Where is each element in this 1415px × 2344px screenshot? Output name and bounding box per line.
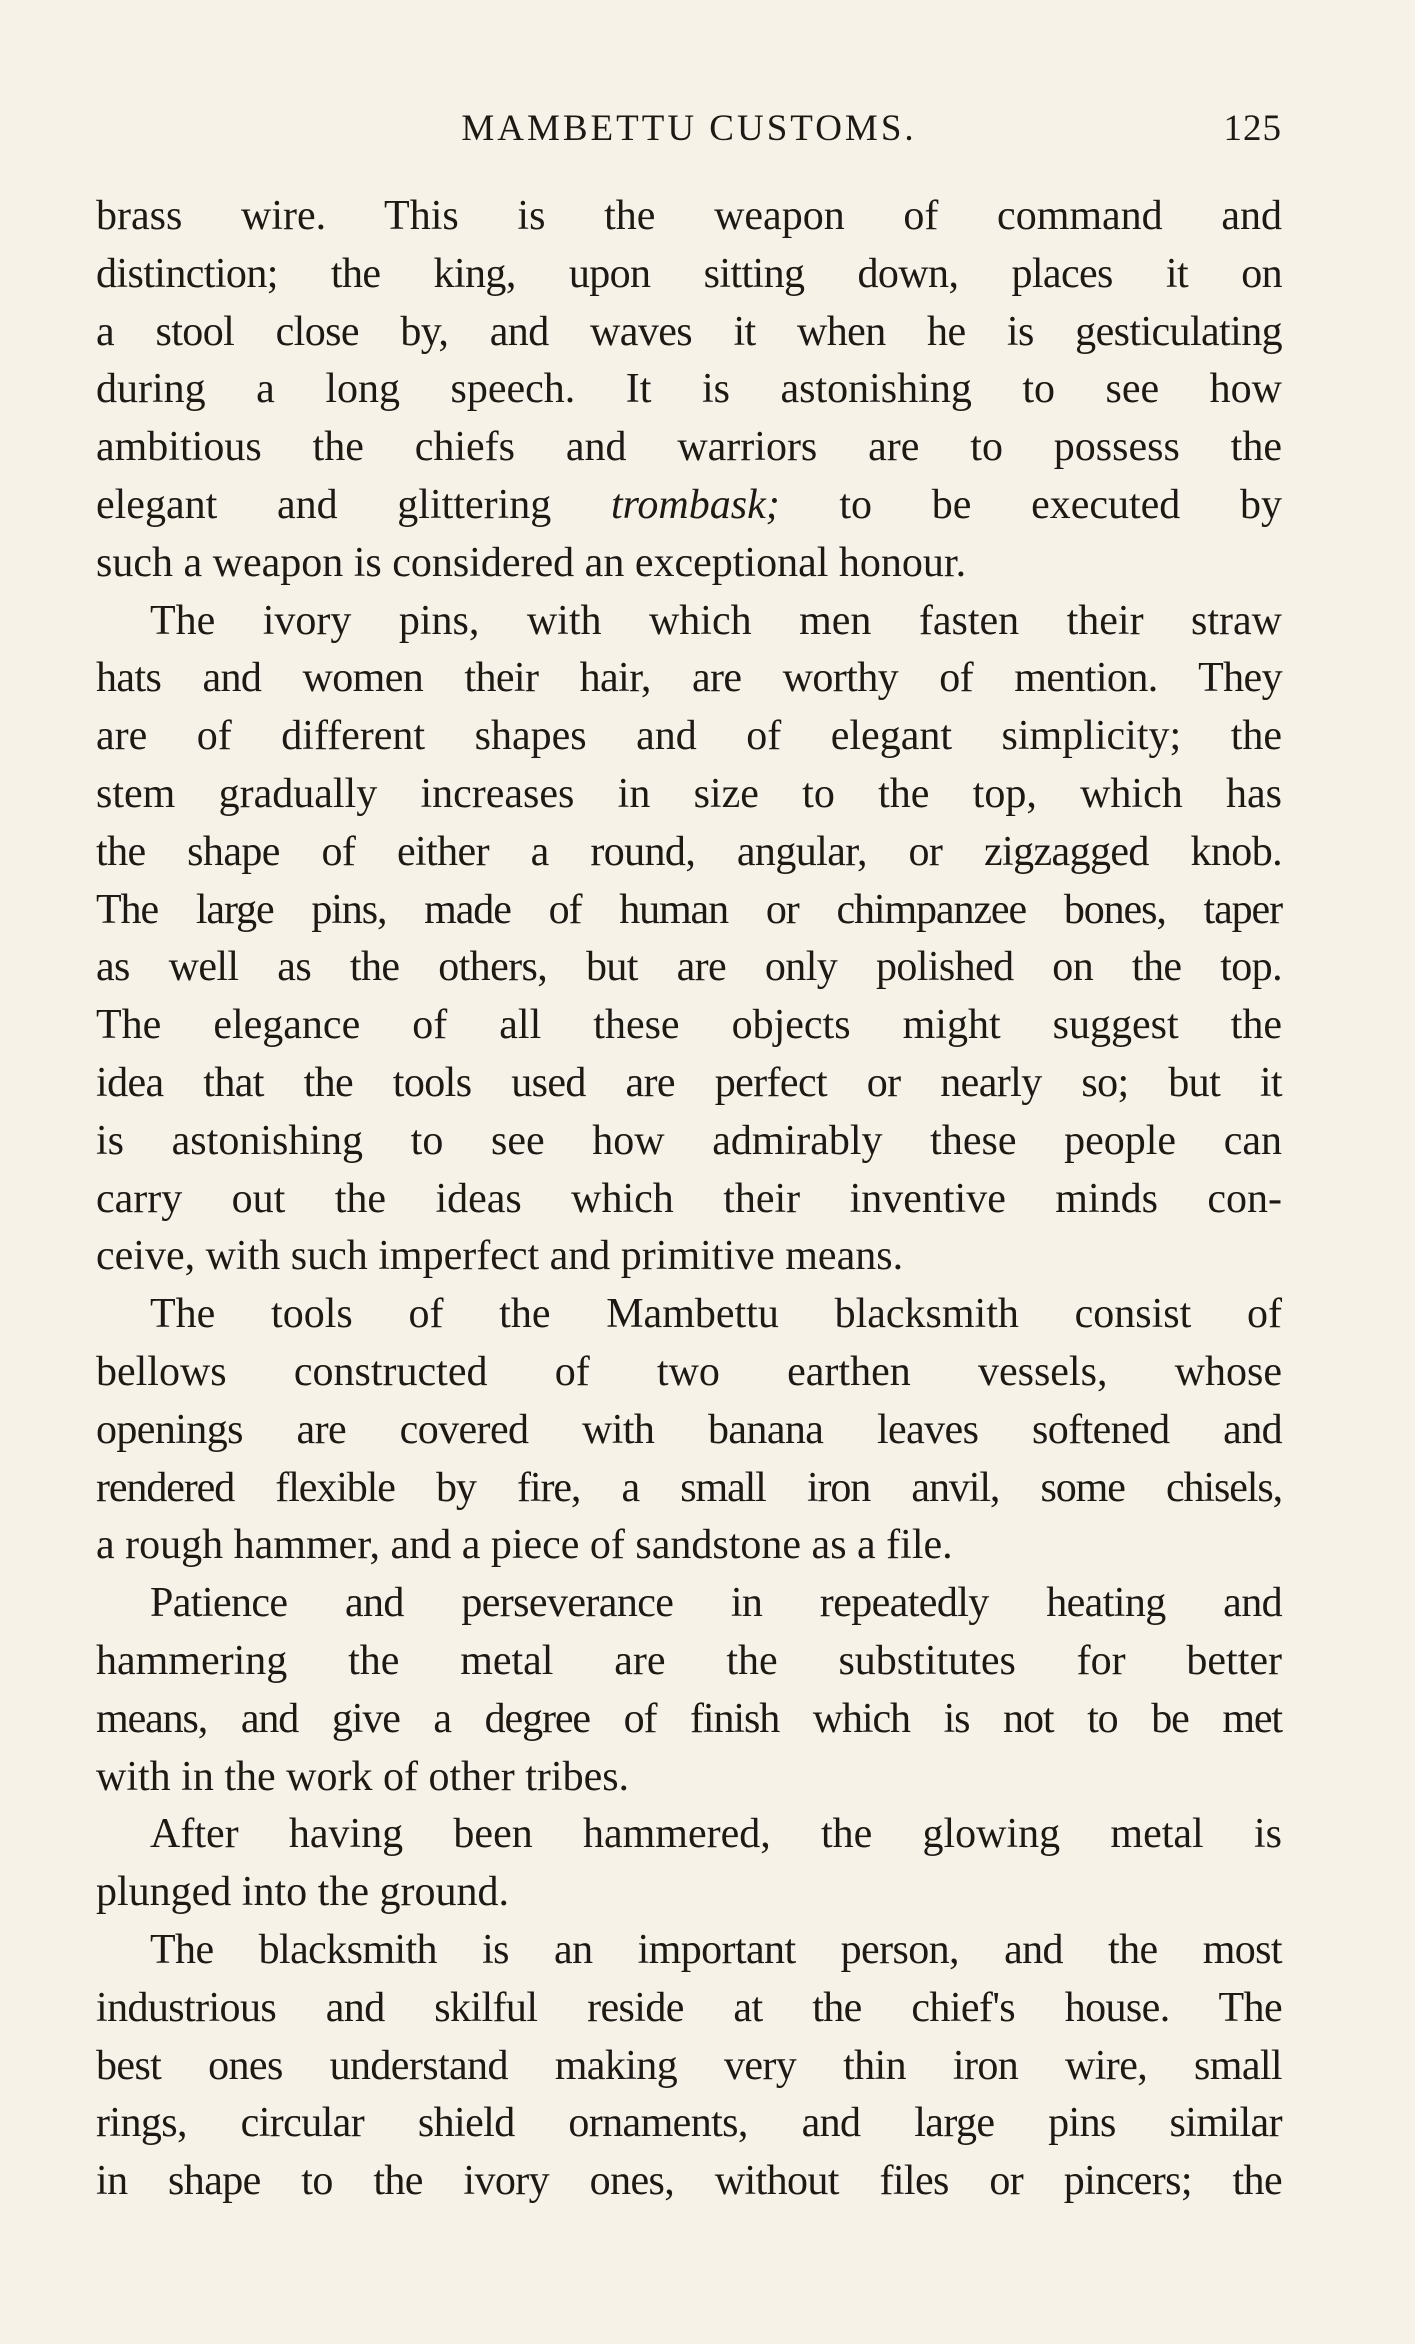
text-line: means, and give a degree of finish which is not to be met (96, 1695, 1282, 1742)
text-line: the shape of either a round, angular, or zigzagged knob. (96, 828, 1282, 875)
text-line: a stool close by, and waves it when he is gesticulating (96, 308, 1282, 355)
paragraph-blacksmith-tools (96, 1286, 1282, 1575)
text-line: The large pins, made of human or chimpanzee bones, taper (96, 886, 1282, 933)
text-line: such a weapon is considered an exceptional honour. (96, 539, 967, 586)
text-line: distinction; the king, upon sitting down, places it on (96, 250, 1282, 297)
paragraph-patience (96, 1575, 1282, 1806)
text-line: The elegance of all these objects might suggest the (96, 1002, 1282, 1049)
text-line: with in the work of other tribes. (96, 1753, 630, 1800)
page-number: 125 (1223, 108, 1282, 149)
text-line: idea that the tools used are perfect or nearly so; but it (96, 1059, 1282, 1106)
text-segment: elegant and glittering (96, 481, 611, 528)
text-segment: to be executed by (779, 481, 1282, 528)
text-line: rings, circular shield ornaments, and large pins similar (96, 2100, 1282, 2147)
text-line: carry out the ideas which their inventive minds con- (96, 1175, 1282, 1222)
text-line: The blacksmith is an important person, and the most (150, 1926, 1282, 1973)
paragraph-ivory-pins (96, 593, 1282, 1287)
text-line: ambitious the chiefs and warriors are to possess the (96, 424, 1282, 471)
running-head (96, 104, 1282, 154)
paragraph-hammered (96, 1806, 1282, 1922)
paragraph-trombask (96, 188, 1282, 593)
text-line: during a long speech. It is astonishing to see how (96, 366, 1282, 413)
text-line: industrious and skilful reside at the chief's house. The (96, 1984, 1282, 2031)
text-line: openings are covered with banana leaves softened and (96, 1406, 1282, 1453)
text-line: a rough hammer, and a piece of sandstone as a file. (96, 1522, 953, 1569)
body-text (96, 188, 1282, 2211)
text-line: stem gradually increases in size to the top, which has (96, 770, 1282, 817)
text-line: The ivory pins, with which men fasten their straw (150, 597, 1282, 644)
text-line: hammering the metal are the substitutes for better (96, 1637, 1282, 1684)
paragraph-blacksmith-person (96, 1922, 1282, 2211)
text-line: rendered flexible by fire, a small iron anvil, some chisels, (96, 1464, 1282, 1511)
text-line: are of different shapes and of elegant simplicity; the (96, 713, 1282, 760)
text-line: bellows constructed of two earthen vessels, whose (96, 1348, 1282, 1395)
text-line: as well as the others, but are only polished on the top. (96, 944, 1282, 991)
text-line: in shape to the ivory ones, without files or pincers; the (96, 2158, 1282, 2205)
text-line-with-italic (96, 477, 1282, 535)
text-line: ceive, with such imperfect and primitive means. (96, 1233, 904, 1280)
text-line: best ones understand making very thin iron wire, small (96, 2042, 1282, 2089)
text-line: is astonishing to see how admirably these people can (96, 1117, 1282, 1164)
text-line: brass wire. This is the weapon of command and (96, 193, 1282, 239)
text-line: After having been hammered, the glowing metal is (150, 1811, 1282, 1858)
text-line: plunged into the ground. (96, 1869, 509, 1916)
text-line: hats and women their hair, are worthy of mention. They (96, 655, 1282, 702)
italic-term: trombask; (610, 481, 780, 528)
running-title: MAMBETTU CUSTOMS. (461, 108, 917, 149)
text-line: Patience and perseverance in repeatedly heating and (150, 1580, 1282, 1627)
text-line: The tools of the Mambettu blacksmith consist of (150, 1291, 1282, 1338)
